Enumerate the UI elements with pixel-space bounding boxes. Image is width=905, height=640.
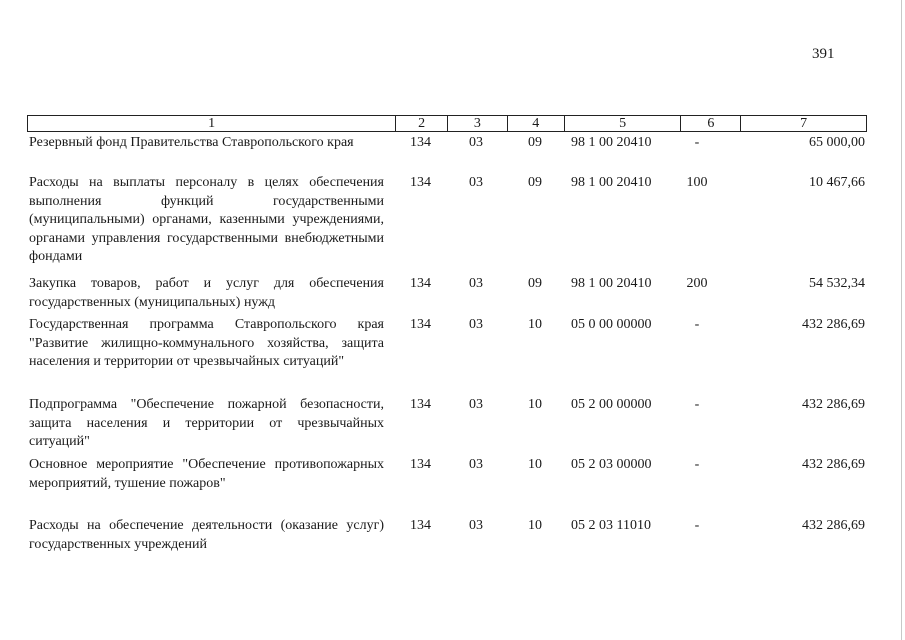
- row-subsection-code: 09: [528, 175, 542, 190]
- row-name: Резервный фонд Правительства Ставропольского края: [29, 135, 354, 150]
- row-section-code: 03: [469, 135, 483, 150]
- row-expense-type: -: [694, 135, 700, 150]
- row-section-code: 03: [469, 397, 483, 412]
- row-amount: 10 467,66: [809, 175, 865, 190]
- row-target-code: 05 2 03 11010: [571, 518, 651, 533]
- row-ministry-code: 134: [410, 135, 431, 150]
- row-ministry-code: 134: [410, 518, 431, 533]
- row-name: Закупка товаров, работ и услуг для обеспечения государственных (муниципальных) нужд: [29, 276, 384, 310]
- row-subsection-code: 09: [528, 276, 542, 291]
- table-header: [27, 115, 867, 132]
- row-amount: 432 286,69: [802, 518, 865, 533]
- row-expense-type: 100: [686, 175, 708, 190]
- column-header-1: 1: [28, 116, 396, 131]
- row-target-code: 05 2 03 00000: [571, 457, 652, 472]
- row-target-code: 98 1 00 20410: [571, 276, 652, 291]
- row-name: Расходы на выплаты персоналу в целях обеспечения выполнения функций государственными (муниципальными) органами, казенными учреждениями, органами управления государственными внебюджетными фондами: [29, 175, 384, 264]
- row-name: Расходы на обеспечение деятельности (оказание услуг) государственных учреждений: [29, 518, 384, 552]
- row-ministry-code: 134: [410, 276, 431, 291]
- row-amount: 432 286,69: [802, 397, 865, 412]
- row-name: Основное мероприятие "Обеспечение противопожарных мероприятий, тушение пожаров": [29, 457, 384, 491]
- row-target-code: 05 0 00 00000: [571, 317, 652, 332]
- row-target-code: 98 1 00 20410: [571, 175, 652, 190]
- row-ministry-code: 134: [410, 397, 431, 412]
- row-amount: 54 532,34: [809, 276, 865, 291]
- column-header-5: 5: [565, 116, 682, 131]
- row-expense-type: -: [694, 457, 700, 472]
- row-amount: 65 000,00: [809, 135, 865, 150]
- row-amount: 432 286,69: [802, 457, 865, 472]
- row-name: Государственная программа Ставропольского края "Развитие жилищно-коммунального хозяйства, защита населения и территории от чрезвычайных ситуаций": [29, 317, 384, 369]
- row-subsection-code: 10: [528, 518, 542, 533]
- row-name: Подпрограмма "Обеспечение пожарной безопасности, защита населения и территории от чрезвычайных ситуаций": [29, 397, 384, 449]
- page-edge-line: [901, 0, 902, 640]
- page-number: 391: [812, 46, 835, 62]
- row-target-code: 05 2 00 00000: [571, 397, 652, 412]
- column-header-4: 4: [508, 116, 565, 131]
- row-section-code: 03: [469, 175, 483, 190]
- row-target-code: 98 1 00 20410: [571, 135, 652, 150]
- row-ministry-code: 134: [410, 317, 431, 332]
- row-section-code: 03: [469, 317, 483, 332]
- column-header-7: 7: [800, 116, 808, 131]
- row-subsection-code: 10: [528, 457, 542, 472]
- column-header-2: 2: [396, 116, 448, 131]
- row-expense-type: -: [694, 397, 700, 412]
- row-subsection-code: 10: [528, 397, 542, 412]
- row-ministry-code: 134: [410, 175, 431, 190]
- column-header-6: 6: [681, 116, 741, 131]
- row-expense-type: -: [694, 518, 700, 533]
- column-header-3: 3: [448, 116, 508, 131]
- row-subsection-code: 09: [528, 135, 542, 150]
- row-section-code: 03: [469, 518, 483, 533]
- row-section-code: 03: [469, 276, 483, 291]
- row-section-code: 03: [469, 457, 483, 472]
- row-ministry-code: 134: [410, 457, 431, 472]
- row-expense-type: -: [694, 317, 700, 332]
- row-amount: 432 286,69: [802, 317, 865, 332]
- row-expense-type: 200: [686, 276, 708, 291]
- row-subsection-code: 10: [528, 317, 542, 332]
